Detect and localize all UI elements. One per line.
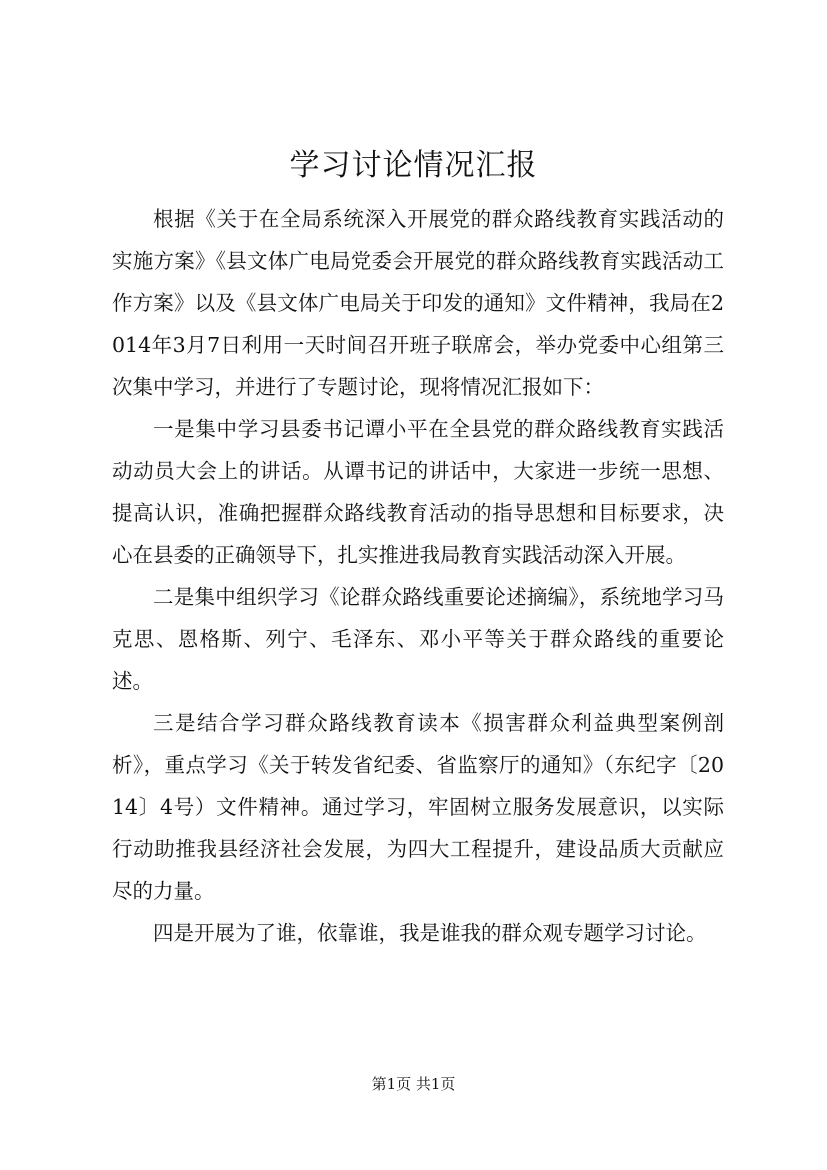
page-number-footer: 第1页 共1页 <box>371 1075 456 1093</box>
document-body <box>112 198 724 954</box>
paragraph-item-one: 一是集中学习县委书记谭小平在全县党的群众路线教育实践活动动员大会上的讲话。从谭书记的讲话中，大家进一步统一思想、提高认识，准确把握群众路线教育活动的指导思想和目标要求，决心在县委的正确领导下，扎实推进我局教育实践活动深入开展。 <box>112 417 724 567</box>
paragraph-item-four: 四是开展为了谁，依靠谁，我是谁我的群众观专题学习讨论。 <box>153 921 707 945</box>
paragraph-item-three: 三是结合学习群众路线教育读本《损害群众利益典型案例剖析》，重点学习《关于转发省纪委、省监察厅的通知》（东纪字〔2014〕4号）文件精神。通过学习，牢固树立服务发展意识，以实际行动助推我县经济社会发展，为四大工程提升，建设品质大贡献应尽的力量。 <box>112 711 724 903</box>
paragraph-item-two: 二是集中组织学习《论群众路线重要论述摘编》，系统地学习马克思、恩格斯、列宁、毛泽东、邓小平等关于群众路线的重要论述。 <box>112 585 724 693</box>
paragraph-intro: 根据《关于在全局系统深入开展党的群众路线教育实践活动的实施方案》《县文体广电局党委会开展党的群众路线教育实践活动工作方案》以及《县文体广电局关于印发的通知》文件精神，我局在2014年3月7日利用一天时间召开班子联席会，举办党委中心组第三次集中学习，并进行了专题讨论，现将情况汇报如下： <box>112 207 724 399</box>
document-title: 学习讨论情况汇报 <box>289 148 538 183</box>
